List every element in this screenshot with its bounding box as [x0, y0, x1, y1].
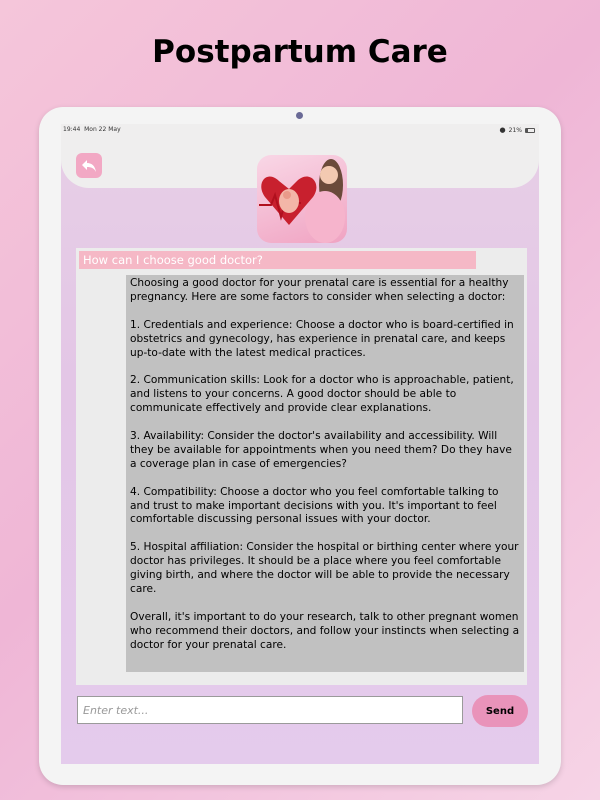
- page-headline: Postpartum Care: [152, 34, 448, 70]
- battery-percent: 21%: [508, 126, 522, 134]
- battery-icon: [525, 128, 535, 133]
- status-right: [500, 126, 535, 134]
- status-date: Mon 22 May: [84, 126, 121, 133]
- wifi-icon: ●: [499, 126, 506, 134]
- send-button[interactable]: Send: [472, 695, 528, 727]
- pregnancy-heart-logo-icon: [257, 155, 347, 243]
- back-arrow-icon: [81, 159, 97, 173]
- question-message: How can I choose good doctor?: [79, 251, 476, 269]
- status-clock: 19:44: [63, 126, 81, 133]
- chat-panel: [76, 248, 527, 685]
- status-time: [63, 126, 121, 133]
- camera-dot: [296, 112, 303, 119]
- message-input[interactable]: [77, 696, 463, 724]
- answer-message: Choosing a good doctor for your prenatal care is essential for a healthy pregnancy. Here are some factors to consider when selecting a doctor: 1. Credentials and experience: Choose a doctor who is board-certified in obstetrics and gynecology, has experience in prenatal care, and keeps up-to-date with the latest medical practices. 2. Communication skills: Look for a doctor who is approachable, patient, and listens to your concerns. A good doctor should be able to communicate effectively and provide clear explanations. 3. Availability: Consider the doctor's availability and accessibility. Will they be available for appointments when you need them? Do they have a coverage plan in case of emergencies? 4. Compatibility: Choose a doctor who you feel comfortable talking to and trust to make important decisions with you. It's important to feel comfortable discussing personal issues with your doctor. 5. Hospital affiliation: Consider the hospital or birthing center where your doctor has privileges. It should be a place where you feel comfortable giving birth, and where the doctor will be able to provide the necessary care. Overall, it's important to do your research, talk to other pregnant women who recommend their doctors, and follow your instincts when selecting a doctor for your prenatal care.: [126, 275, 524, 672]
- back-button[interactable]: [76, 153, 102, 178]
- app-screen: [61, 124, 539, 764]
